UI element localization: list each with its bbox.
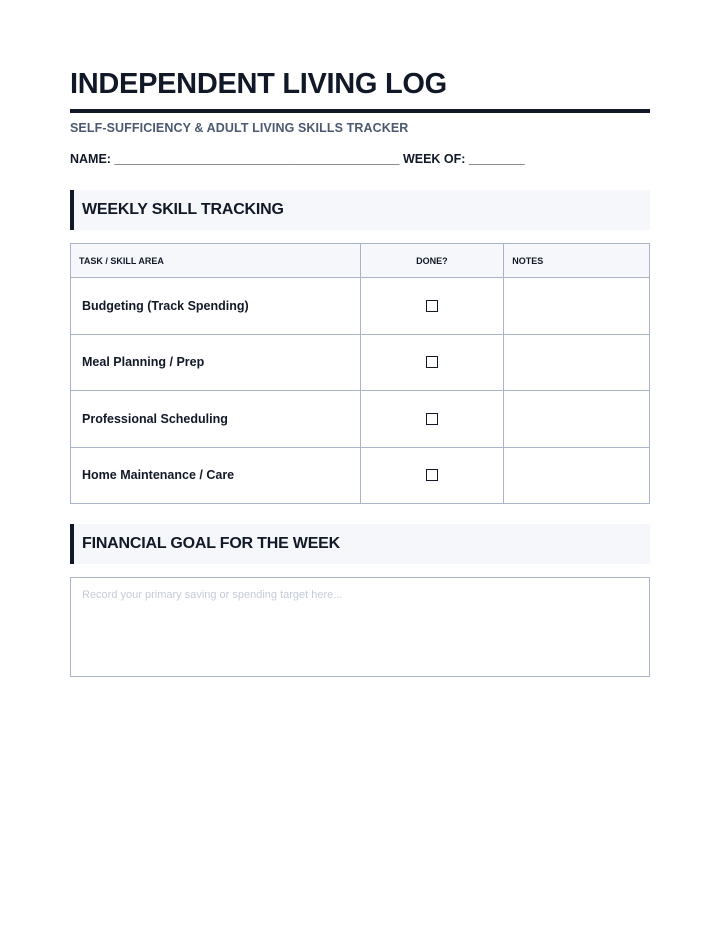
notes-cell[interactable] bbox=[504, 391, 650, 448]
task-cell: Professional Scheduling bbox=[71, 391, 361, 448]
skills-table bbox=[70, 243, 650, 504]
task-cell: Meal Planning / Prep bbox=[71, 334, 361, 391]
goal-section-heading: FINANCIAL GOAL FOR THE WEEK bbox=[70, 524, 650, 564]
notes-cell[interactable] bbox=[504, 278, 650, 335]
table-header-row bbox=[71, 244, 650, 278]
done-checkbox[interactable] bbox=[426, 356, 438, 368]
page-subtitle: SELF-SUFFICIENCY & ADULT LIVING SKILLS TRACKER bbox=[70, 121, 409, 135]
notes-cell[interactable] bbox=[504, 334, 650, 391]
goal-placeholder: Record your primary saving or spending target here... bbox=[82, 589, 343, 601]
table-row bbox=[71, 334, 650, 391]
task-cell: Budgeting (Track Spending) bbox=[71, 278, 361, 335]
skills-section-heading: WEEKLY SKILL TRACKING bbox=[70, 190, 650, 230]
page-title: INDEPENDENT LIVING LOG bbox=[70, 68, 447, 100]
column-header-task: TASK / SKILL AREA bbox=[71, 244, 361, 278]
financial-goal-field[interactable] bbox=[70, 577, 650, 677]
done-cell bbox=[360, 334, 504, 391]
table-row bbox=[71, 447, 650, 504]
done-cell bbox=[360, 278, 504, 335]
done-checkbox[interactable] bbox=[426, 413, 438, 425]
title-divider bbox=[70, 109, 650, 113]
notes-cell[interactable] bbox=[504, 447, 650, 504]
task-cell: Home Maintenance / Care bbox=[71, 447, 361, 504]
column-header-done: DONE? bbox=[360, 244, 504, 278]
done-cell bbox=[360, 391, 504, 448]
done-checkbox[interactable] bbox=[426, 300, 438, 312]
table-row bbox=[71, 278, 650, 335]
column-header-notes: NOTES bbox=[504, 244, 650, 278]
name-week-line[interactable]: NAME: _________________________________________ WEEK OF: ________ bbox=[70, 152, 525, 166]
done-checkbox[interactable] bbox=[426, 469, 438, 481]
done-cell bbox=[360, 447, 504, 504]
table-row bbox=[71, 391, 650, 448]
